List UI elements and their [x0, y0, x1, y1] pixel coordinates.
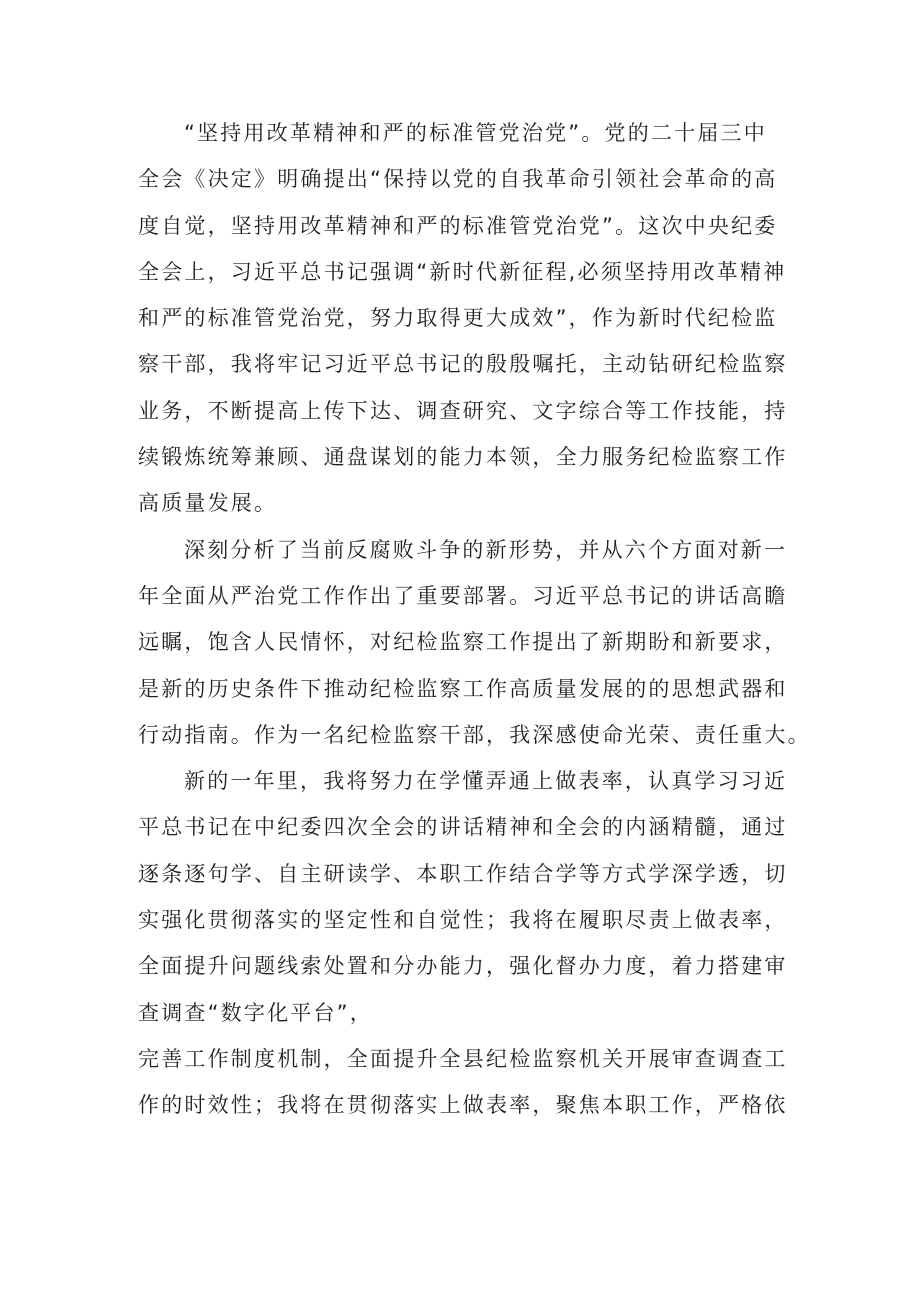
text-line: 度自觉，坚持用改革精神和严的标准管党治党”。这次中央纪委: [138, 213, 778, 238]
text-line: 逐条逐句学、自主研读学、本职工作结合学等方式学深学透，切: [138, 861, 788, 886]
text-line: 全会上，习近平总书记强调“新时代新征程,必须坚持用改革精神: [138, 259, 787, 284]
text-line: 远瞩，饱含人民情怀，对纪检监察工作提出了新期盼和新要求，: [138, 630, 788, 655]
text-line: 高质量发展。: [138, 491, 278, 516]
text-line: 查调查“数字化平台”，: [138, 1000, 373, 1025]
text-line: 续锻炼统筹兼顾、通盘谋划的能力本领，全力服务纪检监察工作: [138, 445, 788, 470]
text-line: 业务，不断提高上传下达、调查研究、文字综合等工作技能，持: [138, 398, 788, 423]
text-line: 和严的标准管党治党，努力取得更大成效”，作为新时代纪检监: [138, 306, 778, 331]
document-body: [138, 110, 811, 1129]
text-line: 深刻分析了当前反腐败斗争的新形势，并从六个方面对新一: [184, 537, 788, 562]
text-line: 平总书记在中纪委四次全会的讲话精神和全会的内涵精髓，通过: [138, 815, 788, 840]
text-line: 新的一年里，我将努力在学懂弄通上做表率，认真学习习近: [184, 769, 788, 794]
text-line: 全面提升问题线索处置和分办能力，强化督办力度，着力搭建审: [138, 954, 788, 979]
text-line: 完善工作制度机制，全面提升全县纪检监察机关开展审查调查工: [138, 1046, 788, 1071]
text-line: 是新的历史条件下推动纪检监察工作高质量发展的的思想武器和: [138, 676, 788, 701]
text-line: 行动指南。作为一名纪检监察干部，我深感使命光荣、责任重大。: [138, 722, 811, 747]
text-line: 全会《决定》明确提出“保持以党的自我革命引领社会革命的高: [138, 167, 778, 192]
text-line: “坚持用改革精神和严的标准管党治党”。党的二十届三中: [184, 121, 767, 145]
text-line: 察干部，我将牢记习近平总书记的殷殷嘱托，主动钻研纪检监察: [138, 352, 788, 377]
text-line: 作的时效性；我将在贯彻落实上做表率，聚焦本职工作，严格依: [138, 1093, 788, 1118]
text-line: 实强化贯彻落实的坚定性和自觉性；我将在履职尽责上做表率，: [138, 908, 788, 933]
text-line: 年全面从严治党工作作出了重要部署。习近平总书记的讲话高瞻: [138, 583, 788, 608]
